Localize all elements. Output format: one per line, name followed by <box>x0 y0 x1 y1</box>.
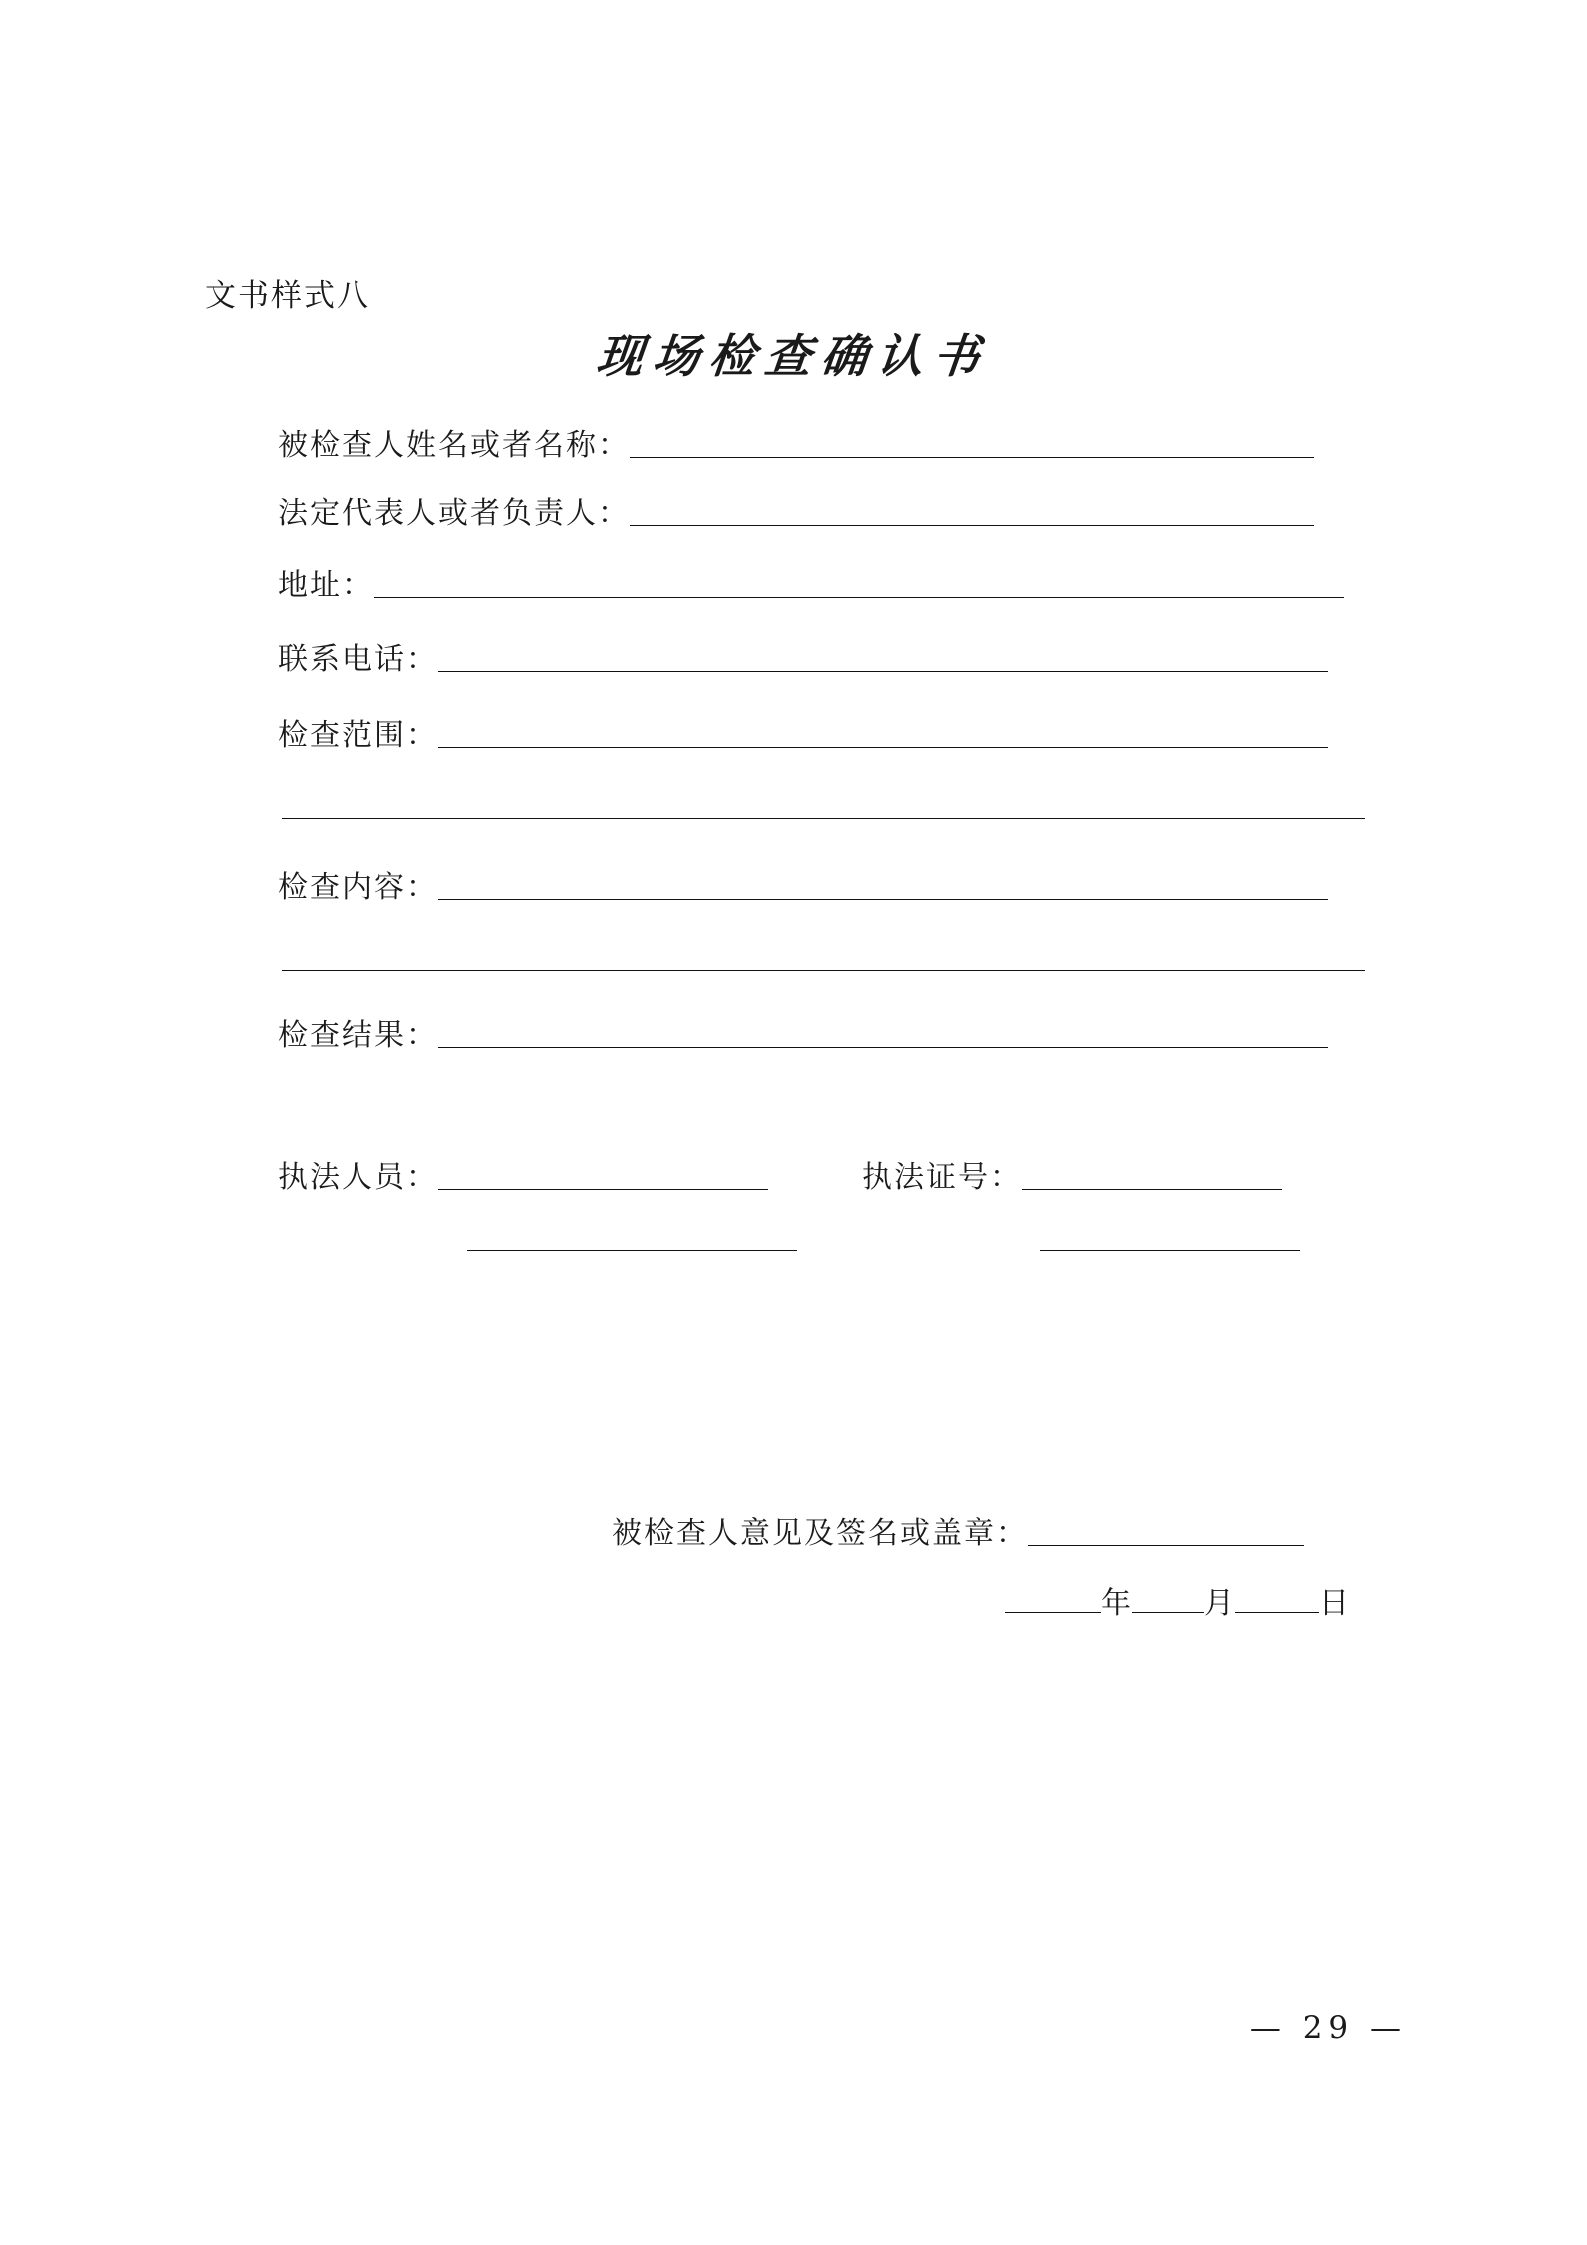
enforcement-certificate-label: 执法证号： <box>862 1160 1022 1195</box>
legal-representative-input[interactable] <box>630 525 1314 526</box>
month-input[interactable] <box>1132 1612 1204 1613</box>
field-label: 法定代表人或者负责人： <box>278 496 630 531</box>
field-address <box>278 560 1344 604</box>
form-style-label: 文书样式八 <box>205 278 370 314</box>
inspection-content-input-line2[interactable] <box>282 970 1365 971</box>
inspectee-opinion-input[interactable] <box>1028 1545 1304 1546</box>
field-inspection-content <box>278 862 1328 906</box>
field-label: 检查结果： <box>278 1018 438 1053</box>
inspection-result-input[interactable] <box>438 1047 1328 1048</box>
field-inspection-scope <box>278 710 1328 754</box>
inspection-scope-input-line2[interactable] <box>282 818 1365 819</box>
inspection-scope-input[interactable] <box>438 747 1328 748</box>
inspectee-name-input[interactable] <box>630 457 1314 458</box>
field-phone <box>278 634 1328 678</box>
date-row <box>1005 1578 1350 1622</box>
enforcement-certificate-input-line2[interactable] <box>1040 1250 1300 1251</box>
enforcement-officer-input[interactable] <box>438 1189 768 1190</box>
field-legal-representative <box>278 488 1314 532</box>
year-unit-label: 年 <box>1101 1586 1132 1621</box>
page-title: 现场检查确认书 <box>594 329 993 383</box>
enforcement-officer-label: 执法人员： <box>278 1160 438 1195</box>
field-enforcement-certificate <box>862 1152 1282 1196</box>
field-label: 被检查人姓名或者名称： <box>278 428 630 463</box>
inspection-content-input[interactable] <box>438 899 1328 900</box>
field-inspectee-name <box>278 420 1314 464</box>
enforcement-officer-input-line2[interactable] <box>467 1250 797 1251</box>
field-enforcement-officer <box>278 1152 768 1196</box>
day-unit-label: 日 <box>1319 1586 1350 1621</box>
field-inspectee-opinion <box>612 1508 1304 1552</box>
inspectee-opinion-label: 被检查人意见及签名或盖章： <box>612 1516 1028 1551</box>
field-label: 检查内容： <box>278 870 438 905</box>
page-number: — 29 — <box>1249 2010 1407 2046</box>
field-label: 地址： <box>278 568 374 603</box>
month-unit-label: 月 <box>1204 1586 1235 1621</box>
day-input[interactable] <box>1235 1612 1319 1613</box>
field-label: 检查范围： <box>278 718 438 753</box>
field-label: 联系电话： <box>278 642 438 677</box>
year-input[interactable] <box>1005 1612 1101 1613</box>
field-inspection-result <box>278 1010 1328 1054</box>
phone-input[interactable] <box>438 671 1328 672</box>
address-input[interactable] <box>374 597 1344 598</box>
enforcement-certificate-input[interactable] <box>1022 1189 1282 1190</box>
